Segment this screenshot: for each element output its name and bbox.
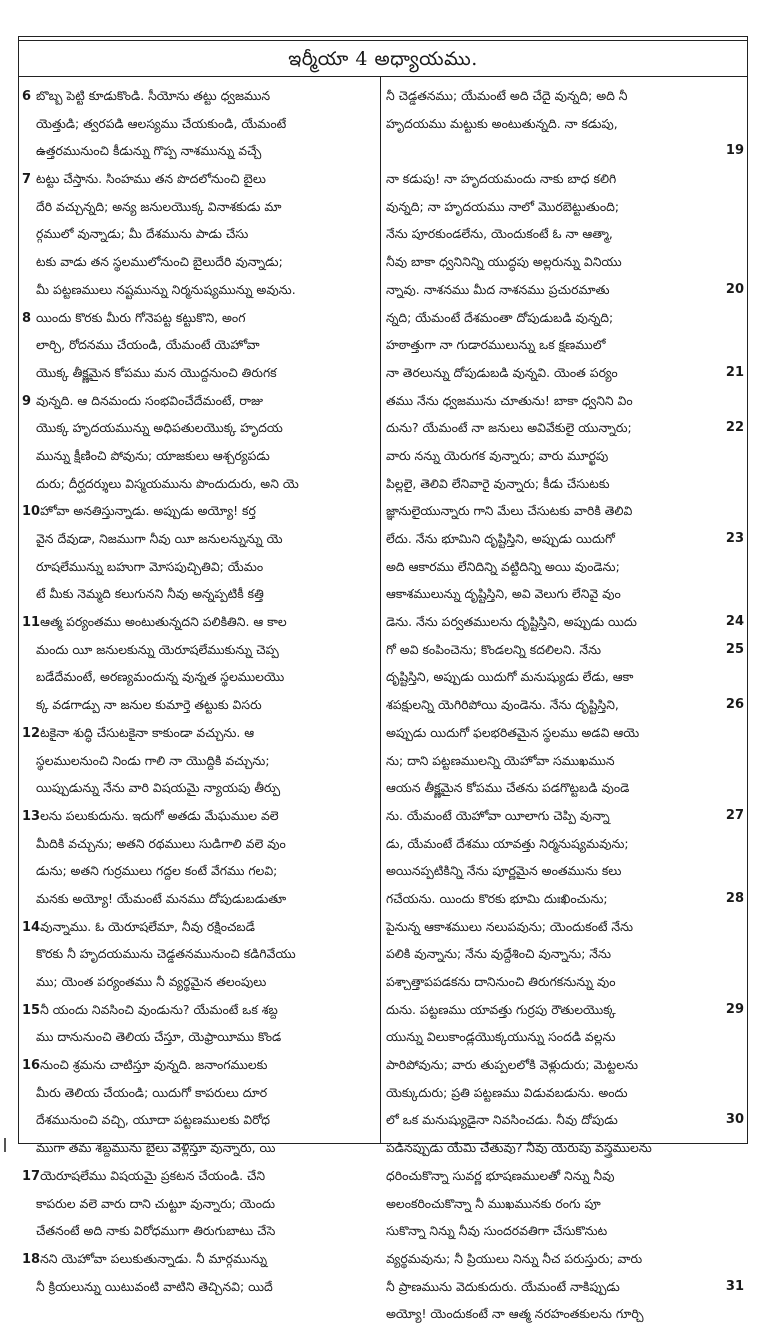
line-text: స్థలములనుంచి నిండు గాలి నా యొద్దికి వచ్చును; xyxy=(36,752,270,768)
text-line xyxy=(22,387,376,415)
line-text: యున్ను విలుకాండ్లయొక్కయున్ను సందడి వల్లను xyxy=(386,1029,616,1045)
line-text: పశ్చాత్తాపపడకను దానినుంచి తిరుగకనున్ను వుం xyxy=(386,974,616,989)
line-text: యొక్క హృదయమున్ను అధిపతులయొక్క హృదయ xyxy=(36,420,283,436)
margin-mark xyxy=(4,1138,6,1152)
line-text: హోవా అనతిస్తున్నాడు. అప్పుడు అయ్యో! కర్త xyxy=(40,503,256,519)
text-line xyxy=(22,830,376,858)
left-column xyxy=(22,82,376,1294)
text-line xyxy=(386,193,744,221)
line-text: యెక్కుదురు; ప్రతి పట్టణము విడువబడును. అందు xyxy=(386,1084,628,1100)
verse-number: 31 xyxy=(725,1278,744,1294)
line-text: మీదికి వచ్చును; అతని రథములు సుడిగాలి వలె వుం xyxy=(36,835,286,851)
verse-number: 28 xyxy=(725,890,744,906)
text-line xyxy=(386,553,744,581)
line-text: రూషలేమున్ను బహుగా మోసపుచ్చితివి; యేమం xyxy=(36,558,264,574)
text-line xyxy=(22,470,376,498)
line-text: యొక్క తీక్ష్ణమైన కోపము మన యొద్దనుంచి తిరుగక xyxy=(36,364,277,380)
line-text: ముగా తమ శబ్దమును బైలు వెళ్లిస్తూ వున్నారు, యి xyxy=(36,1140,276,1156)
line-text: బొబ్బ పెట్టి కూడుకొండి. సీయోను తట్టు ధ్వజమున xyxy=(36,88,271,103)
text-line xyxy=(22,747,376,775)
line-text: నీ చెడ్డతనము; యేమంటే అది చేదై వున్నది; అది నీ xyxy=(386,88,628,103)
line-text: కొరకు నీ హృదయమును చెడ్డతనమునుంచి కడిగివేయు xyxy=(36,946,296,962)
verse-number: 27 xyxy=(725,807,744,823)
line-text: మీరు తెలియ చేయండి; యిదుగో కాపరులు దూర xyxy=(36,1084,268,1100)
line-text: లను పలుకుదును. ఇదుగో అతడు మేఘముల వలె xyxy=(40,807,279,823)
text-line xyxy=(22,82,376,110)
line-text: డును; అతని గుర్రములు గద్దల కంటే వేగము గలవి; xyxy=(36,863,278,879)
text-line xyxy=(22,220,376,248)
text-line xyxy=(22,802,376,830)
text-line xyxy=(386,82,744,110)
line-text: నేను పూరకుండలేను, యెందుకంటే ఓ నా ఆత్మా, xyxy=(386,226,613,242)
text-line xyxy=(22,304,376,332)
text-line xyxy=(386,276,744,304)
text-line xyxy=(22,553,376,581)
verse-number: 12 xyxy=(22,725,41,741)
text-line xyxy=(386,1245,744,1273)
text-line xyxy=(22,193,376,221)
line-text: అప్పుడు యిదుగో ఫలభరితమైన స్థలము అడవి ఆయె xyxy=(386,724,640,740)
line-text: మందు యీ జనులకున్ను యెరూషలేముకున్ను చెప్ప xyxy=(36,641,279,657)
line-text: వైన దేవుడా, నిజముగా నీవు యీ జనులన్నున్ను యె xyxy=(36,531,283,546)
text-line xyxy=(22,331,376,359)
verse-number: 26 xyxy=(725,697,744,713)
text-line xyxy=(386,525,744,553)
header-rule xyxy=(18,76,748,77)
text-line xyxy=(386,1023,744,1051)
line-text: లేదు. నేను భూమిని దృష్టిస్తిని, అప్పుడు యిదుగో xyxy=(386,531,615,546)
line-text: దురు; దీర్ఘదర్శులు విస్మయమును పొందుదురు, అని యె xyxy=(36,475,299,491)
verse-number: 19 xyxy=(725,143,744,159)
line-text: యిప్పుడున్ను నేను వారి విషయమై న్యాయపు తీర్పు xyxy=(36,780,281,796)
text-line xyxy=(22,442,376,470)
text-line xyxy=(22,276,376,304)
line-text: గచేయను. యిందు కొరకు భూమి దుఃఖించును; xyxy=(386,890,608,906)
verse-number: 13 xyxy=(22,808,41,824)
verse-number: 16 xyxy=(22,1058,41,1074)
line-text: పడినప్పుడు యేమి చేతువు? నీవు యెరుపు వస్త్రములను xyxy=(386,1140,652,1156)
text-line xyxy=(386,248,744,276)
text-line xyxy=(386,1273,744,1301)
line-text: దేశమునుంచి వచ్చి, యూదా పట్టణములకు విరోధ xyxy=(36,1112,271,1128)
text-line xyxy=(22,774,376,802)
verse-number: 11 xyxy=(22,615,41,631)
text-line xyxy=(22,636,376,664)
text-line xyxy=(386,359,744,387)
verse-number: 24 xyxy=(725,614,744,630)
line-text: శపక్షులన్ని యెగిరిపోయి వుండెను. నేను దృష్టిస్తిని, xyxy=(386,697,619,713)
line-text: యెత్తుడి; త్వరపడి ఆలస్యము చేయకుండి, యేమంటే xyxy=(36,115,287,131)
line-text: వ్యర్థమవును; నీ ప్రియులు నిన్ను నీచ పరుస్తురు; వారు xyxy=(386,1250,643,1266)
text-line xyxy=(22,996,376,1024)
line-text: వున్నాము. ఓ యెరూషలేమా, నీవు రక్షించబడే xyxy=(40,918,255,934)
text-line xyxy=(22,857,376,885)
line-text: యెరూషలేము విషయమై ప్రకటన చేయండి. చేని xyxy=(40,1167,266,1183)
line-text: నా కడుపు! నా హృదయమందు నాకు బాధ కలిగి xyxy=(386,171,617,187)
line-text: చేతనంటే అది నాకు విరోధముగా తిరుగుబాటు చేసె xyxy=(36,1223,276,1239)
text-line xyxy=(22,663,376,691)
chapter-heading: ఇర్మీయా 4 అధ్యాయము. xyxy=(288,48,478,70)
verse-number: 8 xyxy=(22,310,32,326)
verse-number: 22 xyxy=(725,420,744,436)
text-line xyxy=(386,940,744,968)
header-top-rule xyxy=(18,40,748,41)
line-text: టకైనా శుద్ధి చేసుటకైనా కాకుండా వచ్చును. ఆ xyxy=(40,724,255,740)
text-line xyxy=(386,304,744,332)
text-line xyxy=(22,940,376,968)
text-line xyxy=(386,1300,744,1328)
text-line xyxy=(386,1079,744,1107)
line-text: టట్టు చేస్తాను. సింహము తన పొదలోనుంచి బైలు xyxy=(36,171,266,187)
column-divider xyxy=(380,77,381,1143)
text-line xyxy=(386,802,744,830)
text-line xyxy=(386,1106,744,1134)
line-text: లార్చి, రోదనము చేయండి, యేమంటే యెహోవా xyxy=(36,337,260,353)
text-line xyxy=(386,996,744,1024)
line-text: అయ్యో! యెందుకంటే నా ఆత్మ నరహంతకులను గూర్చి xyxy=(386,1306,644,1322)
line-text: జ్ఞానులైయున్నారు గాని మేలు చేసుటకు వారికి తెలివి xyxy=(386,503,633,519)
text-line xyxy=(386,580,744,608)
text-line xyxy=(22,1079,376,1107)
text-line xyxy=(22,359,376,387)
text-line xyxy=(386,165,744,193)
line-text: యిందు కొరకు మీరు గోనెపట్ట కట్టుకొని, అంగ xyxy=(36,309,246,325)
text-line xyxy=(386,137,744,165)
line-text: దృష్టిస్తిని, అప్పుడు యిదుగో మనుష్యుడు లేడు, ఆకా xyxy=(386,669,634,685)
line-text: నీ క్రియలున్ను యిటువంటి వాటిని తెచ్చినవి; యిదే xyxy=(36,1278,273,1294)
text-line xyxy=(22,1023,376,1051)
line-text: హృదయము మట్టుకు అంటుతున్నది. నా కడుపు, xyxy=(386,115,618,131)
text-line xyxy=(386,1217,744,1245)
text-line xyxy=(22,525,376,553)
text-line xyxy=(386,857,744,885)
text-line xyxy=(386,968,744,996)
line-text: అయినప్పటికిన్ని నేను పూర్ణమైన అంతమును కలు xyxy=(386,863,622,879)
verse-number: 17 xyxy=(22,1168,41,1184)
verse-number: 25 xyxy=(725,641,744,657)
line-text: పైనున్న ఆకాశములు నలుపవును; యెందుకంటే నేను xyxy=(386,918,634,934)
text-line xyxy=(386,331,744,359)
text-line xyxy=(386,1190,744,1218)
line-text: ఆకాశములున్ను దృష్టిస్తిని, అవి వెలుగు లేనివై వుం xyxy=(386,586,621,602)
line-text: ఆత్మ పర్యంతము అంటుతున్నదని పలికితిని. ఆ కాల xyxy=(40,614,287,630)
line-text: హఠాత్తుగా నా గుడారములున్ను ఒక క్షణములో xyxy=(386,337,606,353)
line-text: ము దానునుంచి తెలియ చేస్తూ, యెఫ్రాయీము కొండ xyxy=(36,1029,282,1045)
text-line xyxy=(386,608,744,636)
text-line xyxy=(386,1162,744,1190)
text-line xyxy=(386,636,744,664)
text-line xyxy=(386,885,744,913)
line-text: మున్ను క్షీణించి పోవును; యాజకులు ఆశ్చర్యపడు xyxy=(36,447,270,463)
line-text: నని యెహోవా పలుకుతున్నాడు. నీ మార్గమున్ను xyxy=(40,1250,268,1266)
verse-number: 10 xyxy=(22,504,41,520)
line-text: మీ పట్టణములు నష్టమున్ను నిర్మనుష్యమున్ను అవును. xyxy=(36,281,296,297)
text-line xyxy=(386,1051,744,1079)
line-text: దును. పట్టణము యావత్తు గుర్రపు రౌతులయొక్క xyxy=(386,1001,616,1017)
text-line xyxy=(22,719,376,747)
text-line xyxy=(22,1190,376,1218)
text-line xyxy=(386,497,744,525)
verse-number: 6 xyxy=(22,89,32,104)
verse-number: 15 xyxy=(22,1002,41,1018)
text-line xyxy=(386,110,744,138)
line-text: ను. యేమంటే యెహోవా యీలాగు చెప్పి వున్నా xyxy=(386,807,610,823)
text-line xyxy=(386,663,744,691)
text-line xyxy=(386,774,744,802)
text-line xyxy=(22,885,376,913)
line-text: తము నేను ధ్వజమును చూతును! బాకా ధ్వనిని విం xyxy=(386,392,633,408)
text-line xyxy=(22,1273,376,1301)
text-line xyxy=(22,968,376,996)
verse-number: 14 xyxy=(22,919,41,935)
text-line xyxy=(386,1134,744,1162)
right-column xyxy=(386,82,744,1322)
line-text: ధరించుకొన్నా సువర్ణ భూషణములతో నిన్ను నీవు xyxy=(386,1167,615,1183)
line-text: ఆయన తీక్ష్ణమైన కోపము చేతను పడగొట్టబడి వుండె xyxy=(386,780,630,796)
text-line xyxy=(386,442,744,470)
line-text: నా తెరలున్ను దోపుడుబడి వున్నవి. యెంత పర్యం xyxy=(386,364,618,380)
text-line xyxy=(22,691,376,719)
text-line xyxy=(22,137,376,165)
text-line xyxy=(22,165,376,193)
text-line xyxy=(22,1217,376,1245)
line-text: నీ యందు నివసించి వుండును? యేమంటే ఒక శబ్ద xyxy=(40,1001,278,1017)
line-text: కాపరుల వలె వారు దాని చుట్టూ వున్నారు; యెందు xyxy=(36,1195,276,1211)
line-text: మనకు అయ్యో! యేమంటే మనము దోపుడుబడుతూ xyxy=(36,890,287,906)
line-text: నీవు బాకా ధ్వనినిన్ని యుద్ధపు అల్లరున్ను వినియు xyxy=(386,254,622,270)
text-line xyxy=(386,747,744,775)
text-line xyxy=(386,830,744,858)
line-text: న్నావు. నాశనము మీద నాశనము ప్రచురమాతు xyxy=(386,281,610,297)
text-line xyxy=(22,1051,376,1079)
line-text: వారు నన్ను యెరుగక వున్నారు; వారు మూర్ఖపు xyxy=(386,447,609,463)
text-line xyxy=(22,110,376,138)
line-text: టే మీకు నెమ్మది కలుగునని నీవు అన్నప్పటికీ కత్తి xyxy=(36,586,264,602)
line-text: ర్గములో వున్నాడు; మీ దేశమును పాడు చేసు xyxy=(36,226,249,242)
line-text: వున్నది; నా హృదయము నాలో మొరబెట్టుతుంది; xyxy=(386,198,620,214)
text-line xyxy=(22,580,376,608)
line-text: లో ఒక మనుష్యుడైనా నివసించడు. నీవు దోపుడు xyxy=(386,1112,618,1128)
text-line xyxy=(386,719,744,747)
text-line xyxy=(22,608,376,636)
line-text: గో అవి కంపించెను; కొండలన్ని కదలిలని. నేను xyxy=(386,641,602,657)
text-line xyxy=(386,691,744,719)
text-line xyxy=(386,414,744,442)
verse-number: 29 xyxy=(725,1001,744,1017)
text-line xyxy=(22,414,376,442)
line-text: ను; దాని పట్టణములన్ని యెహోవా సముఖమున xyxy=(386,752,615,768)
text-line xyxy=(386,913,744,941)
text-line xyxy=(22,1106,376,1134)
text-line xyxy=(386,220,744,248)
text-line xyxy=(22,1245,376,1273)
text-line xyxy=(22,497,376,525)
text-line xyxy=(22,1162,376,1190)
verse-number: 7 xyxy=(22,172,32,188)
verse-number: 30 xyxy=(725,1112,744,1128)
line-text: అలంకరించుకొన్నా నీ ముఖమునకు రంగు పూ xyxy=(386,1195,601,1211)
line-text: డెను. నేను పర్వతములను దృష్టిస్తిని, అప్పుడు యిదు xyxy=(386,614,637,630)
line-text: బడేదేమంటే, అరణ్యమందున్న వున్నత స్థలములయొ xyxy=(36,669,285,685)
line-text: డు, యేమంటే దేశము యావత్తు నిర్మనుష్యమవును; xyxy=(386,835,629,851)
text-line xyxy=(386,387,744,415)
text-line xyxy=(22,913,376,941)
line-text: ఉత్తరమునుంచి కీడున్ను గొప్ప నాశమున్ను వచ్చే xyxy=(36,143,262,159)
line-text: ము; యెంత పర్యంతము నీ వ్యర్థమైన తలంపులు xyxy=(36,974,267,989)
line-text: నుంచి శ్రమను చాటిస్తూ వున్నది. జనాంగములకు xyxy=(40,1057,268,1073)
line-text: న్నది; యేమంటే దేశమంతా దోపుడుబడి వున్నది; xyxy=(386,309,614,325)
line-text: వున్నది. ఆ దినమందు సంభవించేదేమంటే, రాజు xyxy=(36,392,263,408)
verse-number: 9 xyxy=(22,393,32,409)
line-text: అది ఆకారము లేనిదిన్ని వట్టిదిన్ని అయి వుండెను; xyxy=(386,558,620,574)
line-text: సుకొన్నా నిన్ను నీవు సుందరవతిగా చేసుకొనుట xyxy=(386,1223,608,1239)
line-text: నీ ప్రాణమును వెదుకుదురు. యేమంటే నాకిప్పుడు xyxy=(386,1278,620,1294)
verse-number: 18 xyxy=(22,1251,41,1267)
line-text: పిల్లలై, తెలివి లేనివారై వున్నారు; కీడు చేసుటకు xyxy=(386,475,610,491)
line-text: దేరి వచ్చున్నది; అన్య జనులయొక్క వినాశకుడు మా xyxy=(36,198,282,214)
line-text: టకు వాడు తన స్థలములోనుంచి బైలుదేరి వున్నాడు; xyxy=(36,254,283,270)
line-text: దును? యేమంటే నా జనులు అవివేకులై యున్నారు; xyxy=(386,420,632,436)
line-text: పలికి వున్నాను; నేను వుద్దేశించి వున్నాను; నేను xyxy=(386,946,611,962)
verse-number: 20 xyxy=(725,281,744,297)
verse-number: 23 xyxy=(725,531,744,546)
text-line xyxy=(22,248,376,276)
verse-number: 21 xyxy=(725,364,744,380)
text-line xyxy=(22,1134,376,1162)
line-text: క్క వడగాడ్పు నా జనుల కుమార్తె తట్టుకు విసరు xyxy=(36,697,262,713)
text-line xyxy=(386,470,744,498)
line-text: పారిపోవును; వారు తుప్పలలోకి వెళ్లుదురు; మెట్టలను xyxy=(386,1057,638,1073)
